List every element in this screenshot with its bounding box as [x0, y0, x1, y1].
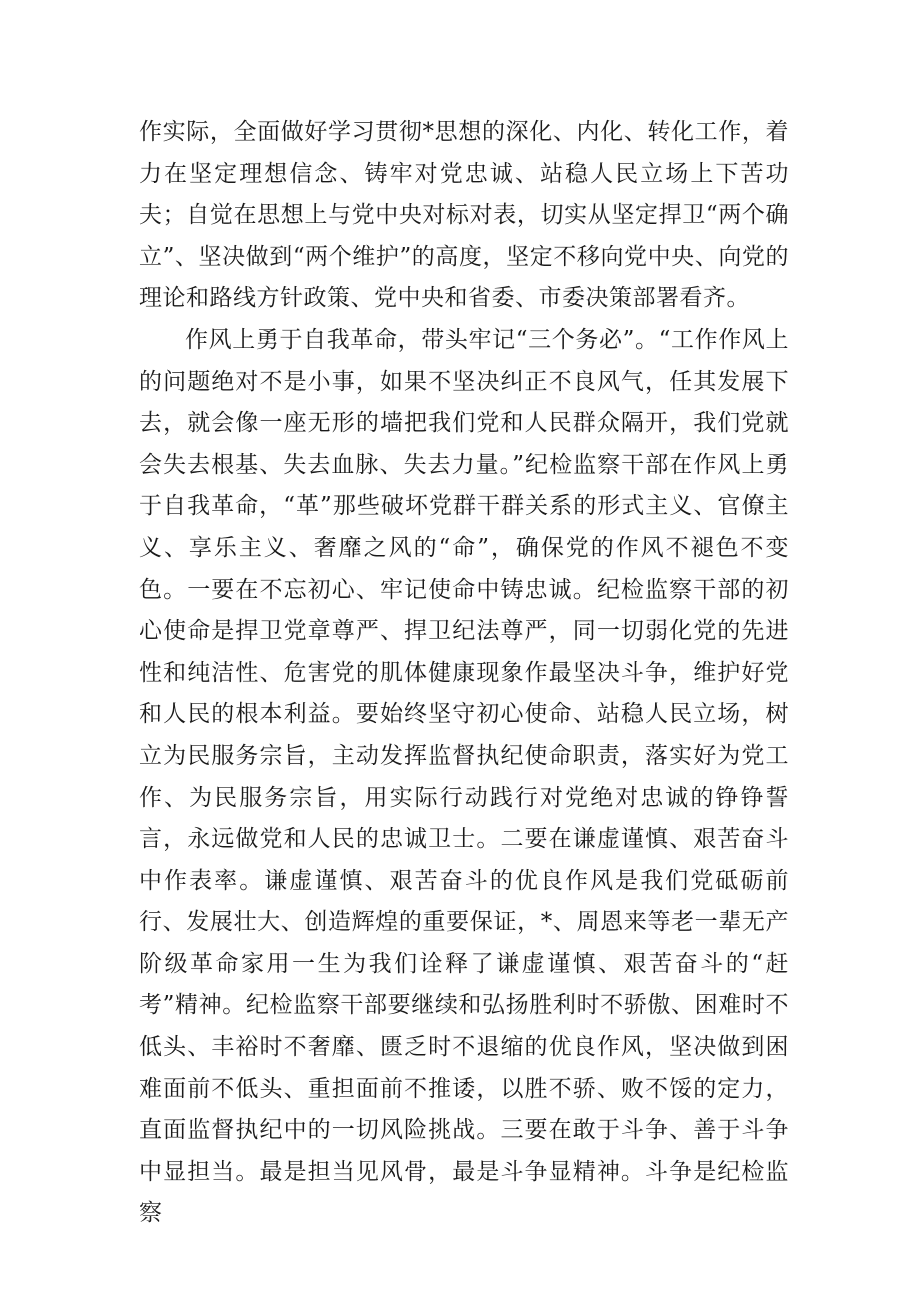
paragraph-continuation: 作实际，全面做好学习贯彻*思想的深化、内化、转化工作，着力在坚定理想信念、铸牢对党忠诚、站稳人民立场上下苦功夫；自觉在思想上与党中央对标对表，切实从坚定捍卫“两个确立”、坚决做到“两个维护”的高度，坚定不移向党中央、向党的理论和路线方针政策、党中央和省委、市委决策部署看齐。: [139, 119, 789, 312]
paragraph-work-style: 作风上勇于自我革命，带头牢记“三个务必”。“工作作风上的问题绝对不是小事，如果不坚决纠正不良风气，任其发展下去，就会像一座无形的墙把我们党和人民群众隔开，我们党就会失去根基、失去血脉、失去力量。”纪检监察干部在作风上勇于自我革命，“革”那些破坏党群干群关系的形式主义、官僚主义、享乐主义、奢靡之风的“命”，确保党的作风不褪色不变色。一要在不忘初心、牢记使命中铸忠诚。纪检监察干部的初心使命是捍卫党章尊严、捍卫纪法尊严，同一切弱化党的先进性和纯洁性、危害党的肌体健康现象作最坚决斗争，维护好党和人民的根本利益。要始终坚守初心使命、站稳人民立场，树立为民服务宗旨，主动发挥监督执纪使命职责，落实好为党工作、为民服务宗旨，用实际行动践行对党绝对忠诚的铮铮誓言，永远做党和人民的忠诚卫士。二要在谦虚谨慎、艰苦奋斗中作表率。谦虚谨慎、艰苦奋斗的优良作风是我们党砥砺前行、发展壮大、创造辉煌的重要保证，*、周恩来等老一辈无产阶级革命家用一生为我们诠释了谦虚谨慎、艰苦奋斗的“赶考”精神。纪检监察干部要继续和弘扬胜利时不骄傲、困难时不低头、丰裕时不奢靡、匮乏时不退缩的优良作风，坚决做到困难面前不低头、重担面前不推诿，以胜不骄、败不馁的定力，直面监督执纪中的一切风险挑战。三要在敢于斗争、善于斗争中显担当。最是担当见风骨，最是斗争显精神。斗争是纪检监察: [139, 326, 789, 1227]
document-body: [139, 112, 789, 1235]
